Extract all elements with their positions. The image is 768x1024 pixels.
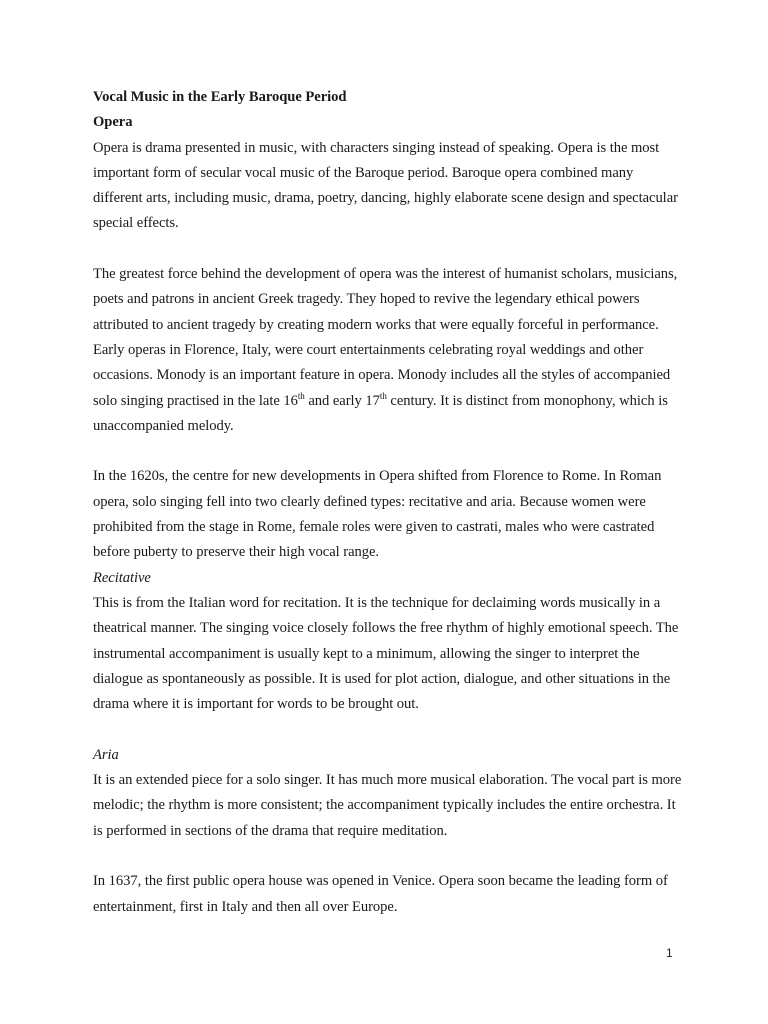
- paragraph-opera-definition: Opera is drama presented in music, with characters singing instead of speaking. Opera is the most important form of secular vocal music of the Baroque period. Baroque opera combined many different arts, including music, drama, poetry, dancing, highly elaborate scene design and spectacular special effects.: [93, 139, 678, 232]
- paragraph-recitative: This is from the Italian word for recitation. It is the technique for declaiming words musically in a theatrical manner. The singing voice closely follows the free rhythm of highly emotional speech. The instrumental accompaniment is usually kept to a minimum, allowing the singer to interpret the dialogue as spontaneously as possible. It is used for plot action, dialogue, and other situations in the drama where it is important for words to be brought out.: [93, 594, 679, 713]
- superscript-ordinal: th: [379, 390, 387, 401]
- paragraph-spacer: [93, 439, 683, 464]
- section-heading-aria: Aria: [93, 746, 119, 763]
- paragraph-opera-origins: [93, 262, 683, 439]
- document-title: Vocal Music in the Early Baroque Period: [93, 89, 347, 105]
- paragraph-text: The greatest force behind the development of opera was the interest of humanist scholars, musicians, poets and patrons in ancient Greek tragedy. They hoped to revive the legendary ethical powers attributed to ancient tragedy by creating modern works that were equally forceful in performance. Early operas in Florence, Italy, were court entertainments celebrating royal weddings and other occasions. Monody is an important feature in opera. Monody includes all the styles of accompanied solo singing practised in the late 16: [93, 266, 678, 409]
- paragraph-spacer: [93, 237, 683, 262]
- paragraph-text: century. It is distinct from monophony, which is unaccompanied melody.: [93, 392, 668, 434]
- paragraph-text: and early 17: [304, 392, 380, 409]
- page-number: 1: [666, 946, 673, 960]
- paragraph-venice-opera-house: In 1637, the first public opera house was opened in Venice. Opera soon became the leading form of entertainment, first in Italy and then all over Europe.: [93, 873, 668, 915]
- paragraph-spacer: [93, 717, 683, 742]
- document-body: [93, 85, 683, 920]
- paragraph-roman-opera: In the 1620s, the centre for new developments in Opera shifted from Florence to Rome. In Roman opera, solo singing fell into two clearly defined types: recitative and aria. Because women were prohibited from the stage in Rome, female roles were given to castrati, males who were castrated before puberty to preserve their high vocal range.: [93, 468, 662, 561]
- superscript-ordinal: th: [297, 390, 305, 401]
- section-heading-opera: Opera: [93, 114, 133, 131]
- section-heading-recitative: Recitative: [93, 569, 151, 586]
- paragraph-aria: It is an extended piece for a solo singer. It has much more musical elaboration. The vocal part is more melodic; the rhythm is more consistent; the accompaniment typically includes the entire orchestra. It is performed in sections of the drama that require meditation.: [93, 772, 682, 839]
- paragraph-spacer: [93, 844, 683, 869]
